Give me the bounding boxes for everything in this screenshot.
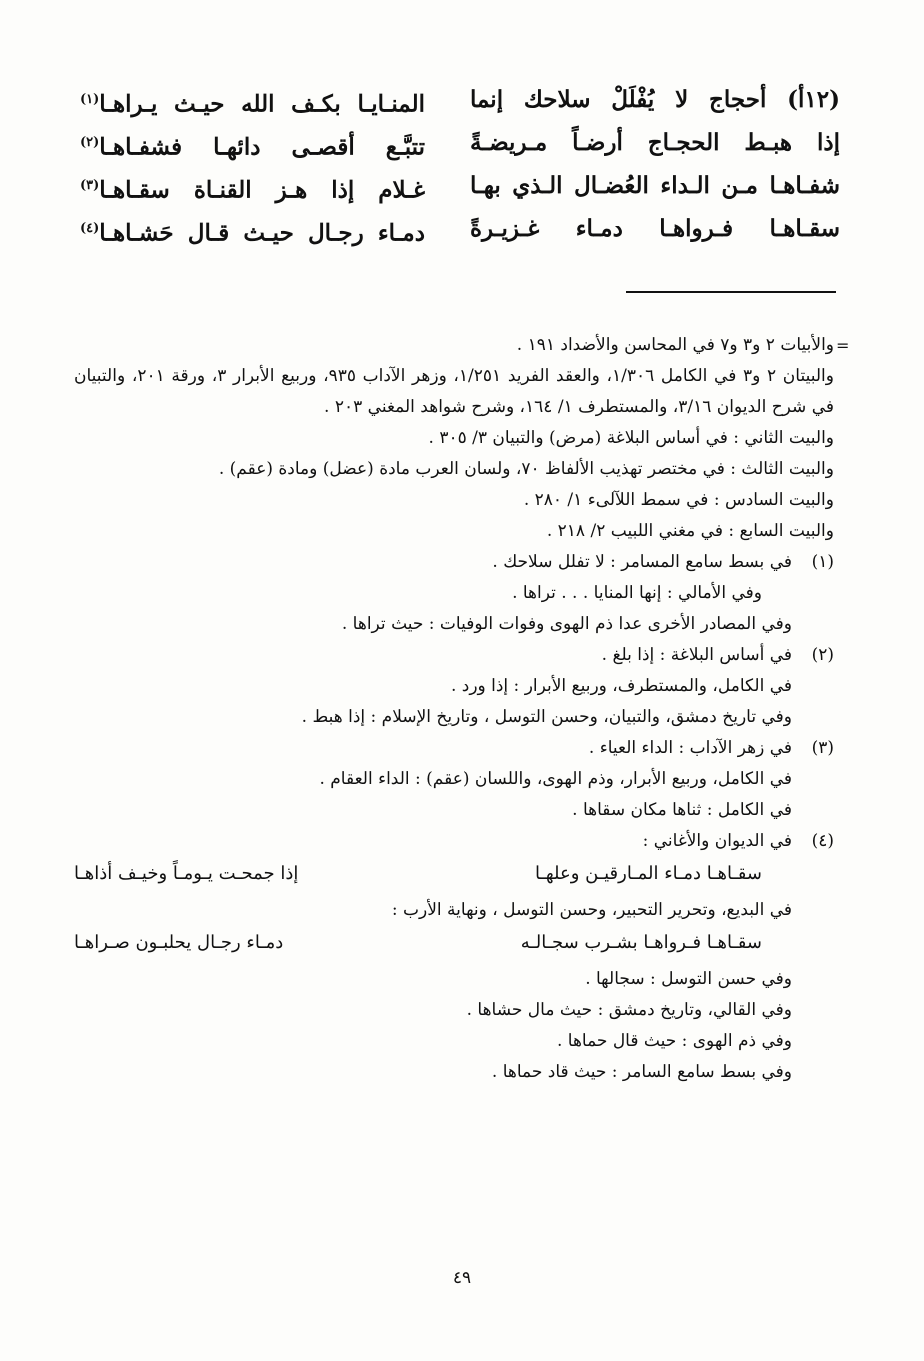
footnote-marker: (١) — [80, 92, 100, 107]
poem-second-hemistich — [80, 209, 425, 254]
source-line: والبيت السادس : في سمط اللآلىء ١/ ٢٨٠ . — [523, 490, 834, 510]
poem-line — [80, 209, 840, 252]
poem-first-hemistich: إذا هبـط الحجـاج أرضـاً مـريضـةً — [470, 129, 840, 156]
footnote-number: (٢) — [811, 645, 834, 665]
quoted-verse — [74, 857, 834, 895]
footnote-marker: (٢) — [80, 135, 100, 150]
footnote-detail: وفي تاريخ دمشق، والتبيان، وحسن التوسل ، وتاريخ الإسلام : إذا هبط . — [301, 707, 792, 727]
continuation-mark: = — [836, 336, 850, 355]
footnote-4 — [74, 826, 834, 857]
footnote-detail: في البديع، وتحرير التحبير، وحسن التوسل ، ونهاية الأرب : — [391, 900, 792, 920]
footnote-marker: (٤) — [80, 221, 100, 236]
footnote-detail: وفي الأمالي : إنها المنايا . . . تراها . — [512, 583, 762, 603]
footnote-detail: وفي ذم الهوى : حيث قال حماها . — [556, 1031, 792, 1051]
source-line: والبيت الثاني : في أساس البلاغة (مرض) والتبيان ٣/ ٣٠٥ . — [428, 428, 834, 448]
poem-first-hemistich: (١٢أ) أحجاج لا يُفْلَلْ سلاحك إنما — [470, 86, 840, 113]
source-line: والبيت الثالث : في مختصر تهذيب الألفاظ ٧٠، ولسان العرب مادة (عضل) ومادة (عقم) . — [218, 459, 834, 479]
poem-line — [80, 166, 840, 209]
hemistich-text: المنـايـا بكـف الله حيـث يـراهـا — [99, 90, 425, 118]
source-line: والبيت السابع : في مغني اللبيب ٢/ ٢١٨ . — [546, 521, 834, 541]
footnote-number: (٣) — [811, 738, 834, 758]
footnote-marker: (٣) — [80, 178, 100, 193]
footnote-number: (٤) — [811, 831, 834, 851]
footnote-number: (١) — [811, 552, 834, 572]
hemistich-text: تتبَّـع أقصـى دائهـا فشفـاهـا — [99, 133, 425, 161]
quoted-verse-first-hemistich: سقـاهـا دمـاء المـارقيـن وعلهـا — [534, 863, 762, 884]
footnote-1 — [74, 547, 834, 578]
poem-second-hemistich — [80, 123, 425, 168]
poem-first-hemistich: سقـاهـا فـرواهـا دمـاء غـزيـرةً — [470, 215, 840, 242]
footnote-detail: في الكامل : ثناها مكان سقاها . — [572, 800, 792, 820]
quoted-verse-first-hemistich: سقـاهـا فـرواهـا بشـرب سجـالـه — [520, 932, 762, 953]
footnote-detail: وفي بسط سامع السامر : حيث قاد حماها . — [491, 1062, 792, 1082]
quoted-verse-second-hemistich: دمـاء رجـال يحلبـون صـراهـا — [74, 932, 284, 953]
poem-second-hemistich — [80, 80, 425, 125]
quoted-verse — [74, 926, 834, 964]
poem-block — [80, 80, 840, 252]
footnote-2 — [74, 640, 834, 671]
hemistich-text: غـلام إذا هـز القنـاة سقـاهـا — [99, 176, 425, 204]
source-line: والبيتان ٢ و٣ في الكامل ١/٣٠٦، والعقد الفريد ١/٢٥١، وزهر الآداب ٩٣٥، وربيع الأبرار ٣، ورقة ٢٠١، والتبيان في شرح الديوان ٣/١٦، والمستطرف ١/ ١٦٤، وشرح شواهد المغني ٢٠٣ . — [74, 366, 834, 417]
source-line: والأبيات ٢ و٣ و٧ في المحاسن والأضداد ١٩١ . — [516, 335, 834, 355]
footnote-detail: وفي القالي، وتاريخ دمشق : حيث مال حشاها . — [466, 1000, 792, 1020]
poem-first-hemistich: شفـاهـا مـن الـداء العُضـال الـذي بهـا — [470, 172, 840, 199]
quoted-verse-second-hemistich: إذا جمحـت يـومـاً وخيـف أذاهـا — [74, 863, 299, 884]
footnote-text: في زهر الآداب : الداء العياء . — [588, 738, 792, 758]
footnote-3 — [74, 733, 834, 764]
footnote-text: في الديوان والأغاني : — [642, 831, 792, 851]
footnote-detail: في الكامل، وربيع الأبرار، وذم الهوى، واللسان (عقم) : الداء العقام . — [319, 769, 792, 789]
page-number: ٤٩ — [452, 1268, 472, 1288]
poem-second-hemistich — [80, 166, 425, 211]
footnote-text: في بسط سامع المسامر : لا تفلل سلاحك . — [492, 552, 792, 572]
footnote-text: في أساس البلاغة : إذا بلغ . — [601, 645, 792, 665]
footnote-separator-rule — [626, 291, 836, 293]
footnotes-section — [74, 330, 834, 1088]
footnote-detail: في الكامل، والمستطرف، وربيع الأبرار : إذا ورد . — [450, 676, 792, 696]
footnote-detail: وفي حسن التوسل : سجالها . — [585, 969, 792, 989]
hemistich-text: دمـاء رجـال حيـث قـال حَشـاهـا — [99, 219, 425, 247]
poem-line — [80, 80, 840, 123]
poem-line — [80, 123, 840, 166]
footnote-detail: وفي المصادر الأخرى عدا ذم الهوى وفوات الوفيات : حيث تراها . — [341, 614, 792, 634]
